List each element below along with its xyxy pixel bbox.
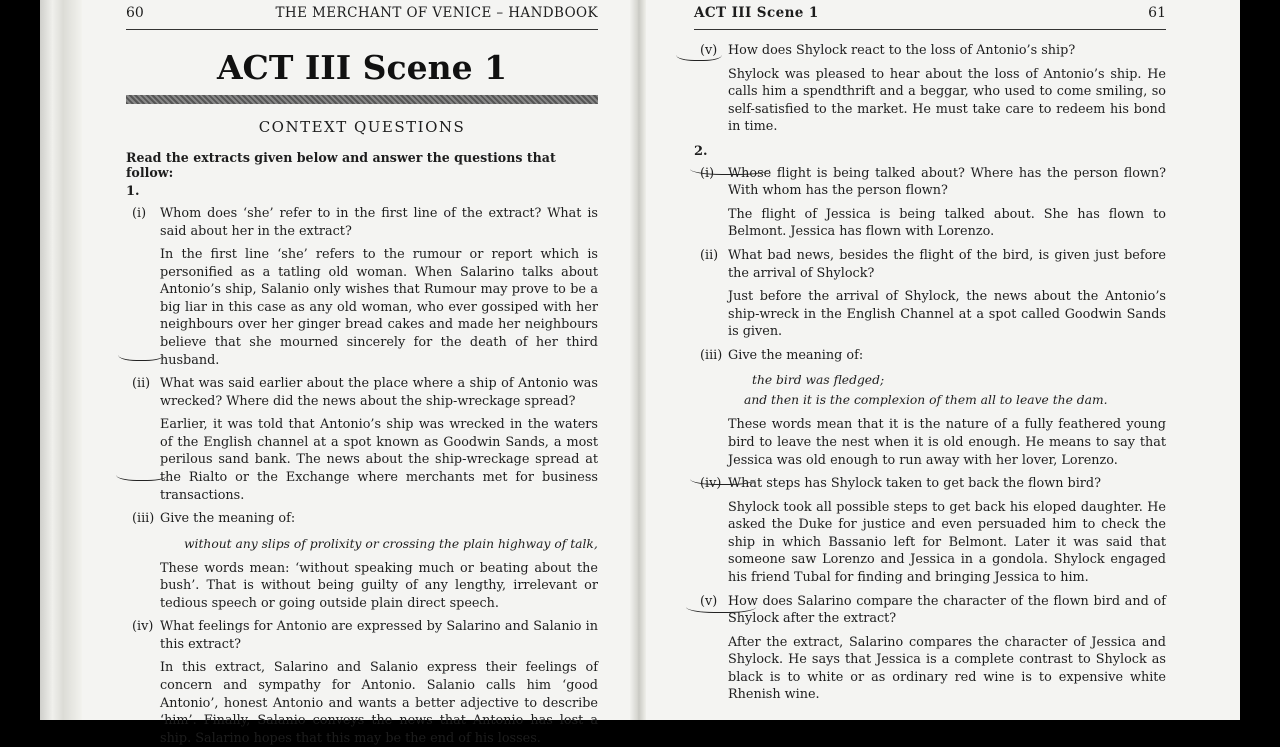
question-text: What was said earlier about the place where a ship of Antonio was wrecked? Where did the news about the ship-wreckage spread? bbox=[160, 376, 598, 409]
question-item bbox=[694, 247, 1166, 282]
question-text: What bad news, besides the flight of the bird, is given just before the arrival of Shylock? bbox=[728, 248, 1166, 281]
question-label: (ii) bbox=[700, 248, 719, 264]
question-text: Give the meaning of: bbox=[728, 347, 864, 363]
question-text: What steps has Shylock taken to get back the flown bird? bbox=[728, 476, 1101, 492]
scene-title: ACT III Scene 1 bbox=[216, 48, 508, 87]
answer-text: These words mean that it is the nature of a fully feathered young bird to leave the nest when it is old enough. He means to say that Jessica was old enough to run away with her lover, Lorenzo. bbox=[728, 417, 1166, 468]
question-label: (v) bbox=[700, 43, 718, 58]
book-gutter bbox=[630, 0, 646, 720]
instructions: Read the extracts given below and answer the questions that follow: bbox=[126, 150, 556, 180]
question-text: How does Shylock react to the loss of Antonio’s ship? bbox=[728, 43, 1076, 58]
header-rule bbox=[126, 29, 598, 30]
page-number: 60 bbox=[126, 5, 144, 21]
question-text: Give the meaning of: bbox=[160, 511, 296, 527]
question-item bbox=[694, 42, 1166, 60]
question-label: (i) bbox=[132, 206, 147, 221]
answer-text: Shylock took all possible steps to get back his eloped daughter. He asked the Duke for justice and even persuaded him to check the ship in which Bassanio left for Belmont. Later it was said that someone saw Lorenzo and Jessica in a gondola. Shylock engaged his friend Tubal for finding and bringing Jessica to him. bbox=[728, 499, 1166, 585]
right-page bbox=[694, 0, 1166, 720]
answer-text: The flight of Jessica is being talked about. She has flown to Belmont. Jessica has flown with Lorenzo. bbox=[728, 206, 1166, 240]
answer-text: Just before the arrival of Shylock, the news about the Antonio’s ship-wreck in the English Channel at a spot called Goodwin Sands is given. bbox=[728, 289, 1166, 340]
running-header bbox=[694, 0, 1166, 30]
question-item bbox=[694, 475, 1166, 493]
answer-text: In this extract, Salarino and Salanio express their feelings of concern and sympathy for Antonio. Salanio calls him ‘good Antonio’, honest Antonio and wants a better adjective to describe ‘him’. Finally, Salanio conveys the news that Antonio has lost a ship. Salarino hopes that this may be the end of his losses. bbox=[160, 660, 598, 746]
answer-text: These words mean: ‘without speaking much or beating about the bush’. That is without being guilty of any lengthy, irrelevant or tedious speech or going outside plain direct speech. bbox=[160, 560, 598, 611]
question-item bbox=[694, 347, 1166, 365]
page-edge-shadow bbox=[40, 0, 82, 720]
running-header bbox=[126, 0, 598, 30]
pen-underline-mark bbox=[118, 346, 164, 361]
question-label: (iv) bbox=[132, 619, 154, 635]
answer-text: After the extract, Salarino compares the character of Jessica and Shylock. He says that Jessica is a complete contrast to Shylock as black is to white or as ordinary red wine is to expensive white Rhenish wine. bbox=[728, 634, 1166, 703]
running-title: ACT III Scene 1 bbox=[694, 5, 819, 21]
question-text: Whose flight is being talked about? Where has the person flown? With whom has the person flown? bbox=[728, 165, 1166, 199]
pen-underline-mark bbox=[690, 470, 756, 485]
question-item bbox=[126, 510, 598, 528]
question-label: (iii) bbox=[700, 347, 723, 363]
pen-underline-mark bbox=[690, 160, 770, 175]
question-text: What feelings for Antonio are expressed by Salarino and Salanio in this extract? bbox=[160, 619, 598, 652]
pen-underline-mark bbox=[676, 46, 722, 61]
pen-underline-mark bbox=[116, 466, 168, 481]
section-heading: CONTEXT QUESTIONS bbox=[258, 118, 466, 136]
answer-text: In the first line ‘she’ refers to the rumour or report which is personified as a tatling old woman. When Salarino talks about Antonio’s ship, Salanio only wishes that Rumour may prove to be a big liar in this case as any old woman, who ever gossiped with her neighbours over her ginger bread cakes and made her neighbours believe that she mourned sincerely for the death of her third husband. bbox=[160, 247, 598, 368]
question-label: (iv) bbox=[700, 476, 722, 492]
answer-text: Shylock was pleased to hear about the loss of Antonio’s ship. He calls him a spendthrift and a beggar, who used to come smiling, so self-satisfied to the market. He must take care to redeem his bond in time. bbox=[728, 66, 1166, 135]
header-rule bbox=[694, 29, 1166, 30]
question-text: How does Salarino compare the character of the flown bird and of Shylock after the extract? bbox=[728, 593, 1166, 627]
running-title: THE MERCHANT OF VENICE – HANDBOOK bbox=[275, 5, 598, 21]
pen-underline-mark bbox=[686, 598, 756, 613]
question-group-number: 2. bbox=[694, 143, 708, 159]
question-text: Whom does ‘she’ refer to in the first line of the extract? What is said about her in the extract? bbox=[160, 206, 598, 239]
quoted-extract: without any slips of prolixity or crossing the plain highway of talk, bbox=[184, 536, 598, 551]
question-label: (iii) bbox=[132, 511, 155, 527]
book-spread bbox=[40, 0, 1240, 746]
page-number: 61 bbox=[1148, 5, 1166, 21]
answer-text: Earlier, it was told that Antonio’s ship was wrecked in the waters of the English channel at a spot known as Goodwin Sands, a most perilous sand bank. The news about the ship-wreckage spread at the Rialto or the Exchange where merchants met for business transactions. bbox=[160, 417, 598, 503]
quoted-extract-line: and then it is the complexion of them all to leave the dam. bbox=[744, 393, 1108, 408]
question-item bbox=[126, 618, 598, 653]
question-item bbox=[126, 205, 598, 240]
question-label: (v) bbox=[700, 593, 718, 609]
question-group-number: 1. bbox=[126, 184, 140, 199]
question-label: (ii) bbox=[132, 376, 151, 392]
question-item bbox=[126, 375, 598, 410]
title-band bbox=[126, 95, 598, 104]
quoted-extract-line: the bird was fledged; bbox=[752, 373, 885, 388]
question-item bbox=[694, 593, 1166, 628]
question-label: (i) bbox=[700, 165, 715, 181]
left-page bbox=[126, 0, 598, 746]
